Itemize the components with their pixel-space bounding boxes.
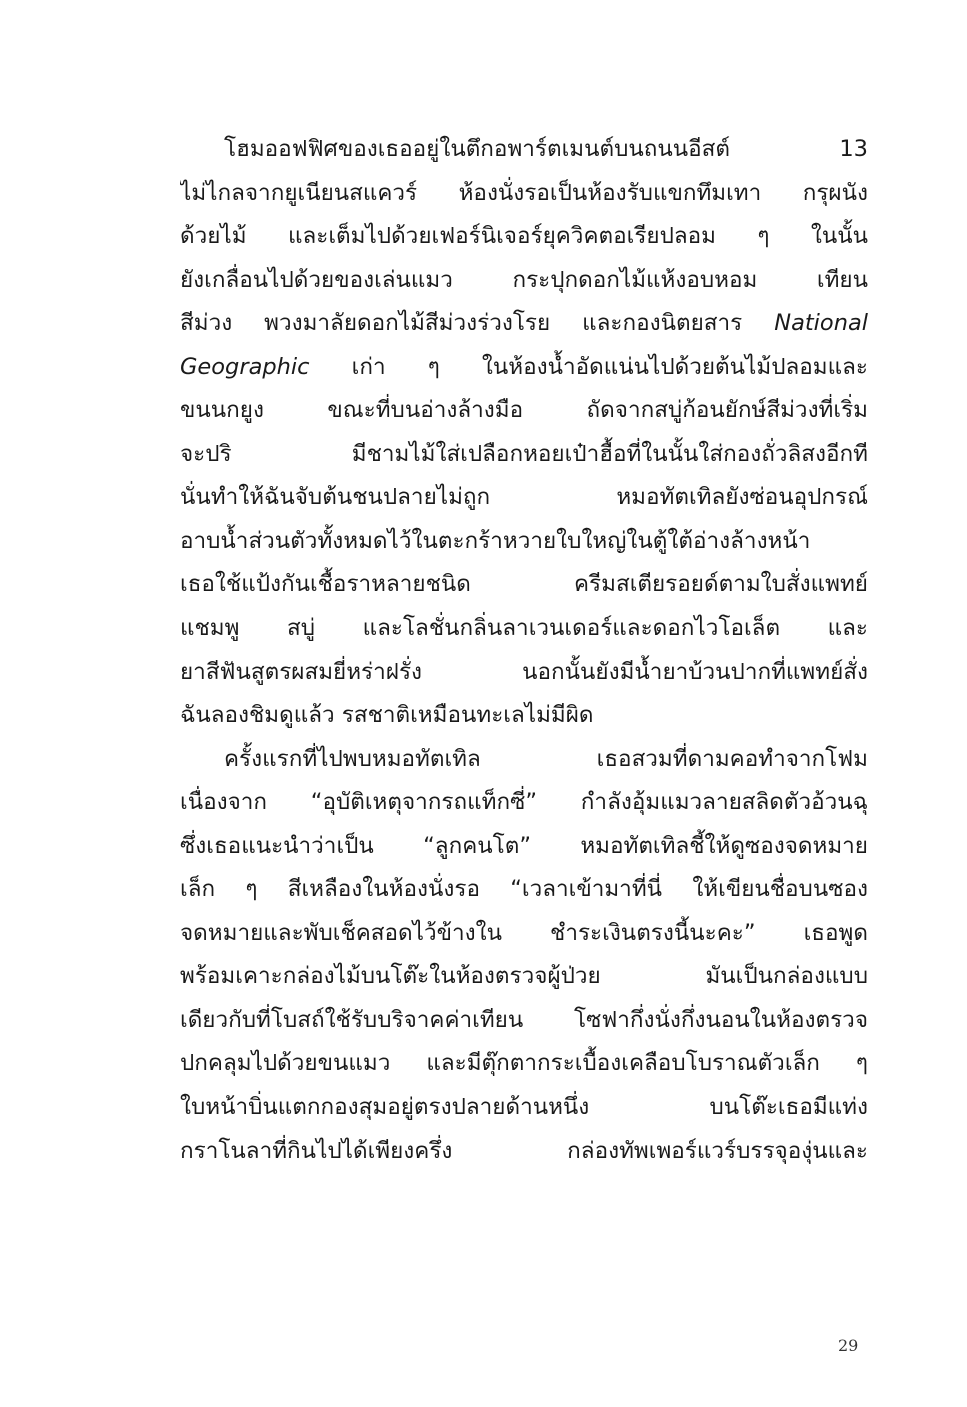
text-line: พร้อมเคาะกล่องไม้บนโต๊ะในห้องตรวจผู้ป่วย มันเป็นกล่องแบบ: [180, 963, 868, 990]
body-text: [180, 128, 868, 1173]
text-line: จดหมายและพับเช็คสอดไว้ข้างใน ชำระเงินตรงนี้นะคะ” เธอพูด: [180, 919, 868, 946]
page-number: 29: [838, 1336, 859, 1355]
magazine-title-italic: National: [774, 310, 868, 337]
text-segment: เก่า ๆ ในห้องน้ำอัดแน่นไปด้วยต้นไม้ปลอมและ: [351, 353, 868, 380]
text-segment: สีม่วง พวงมาลัยดอกไม้สีม่วงร่วงโรย และกองนิตยสาร: [180, 310, 743, 337]
text-line: เล็ก ๆ สีเหลืองในห้องนั่งรอ “เวลาเข้ามาที่นี่ ให้เขียนชื่อบนซอง: [180, 876, 868, 903]
text-line: กราโนลาที่กินไปได้เพียงครึ่ง กล่องทัพเพอร์แวร์บรรจุองุ่นและ: [180, 1137, 868, 1164]
text-line: ยังเกลื่อนไปด้วยของเล่นแมว กระปุกดอกไม้แห้งอบหอม เทียน: [180, 266, 868, 293]
text-line: โฮมออฟฟิศของเธออยู่ในตึกอพาร์ตเมนต์บนถนนอีสต์ 13: [224, 136, 868, 162]
text-line: [180, 346, 868, 390]
text-line: นั่นทำให้ฉันจับต้นชนปลายไม่ถูก หมอทัตเทิลยังซ่อนอุปกรณ์: [180, 484, 868, 511]
text-line: ไม่ไกลจากยูเนียนสแควร์ ห้องนั่งรอเป็นห้องรับแขกทึมเทา กรุผนัง: [180, 179, 868, 206]
text-line: แชมพู สบู่ และโลชั่นกลิ่นลาเวนเดอร์และดอกไวโอเล็ต และ: [180, 615, 868, 642]
text-line: อาบน้ำส่วนตัวทั้งหมดไว้ในตะกร้าหวายใบใหญ่ในตู้ใต้อ่างล้างหน้า: [180, 527, 811, 554]
text-line: เนื่องจาก “อุบัติเหตุจากรถแท็กซี่” กำลังอุ้มแมวลายสลิดตัวอ้วนฉุ: [180, 789, 868, 816]
text-line: [180, 302, 868, 346]
text-line: ครั้งแรกที่ไปพบหมอทัตเทิล เธอสวมที่ดามคอทำจากโฟม: [224, 745, 868, 772]
text-line: ใบหน้าบิ่นแตกกองสุมอยู่ตรงปลายด้านหนึ่ง บนโต๊ะเธอมีแท่ง: [180, 1094, 868, 1121]
text-line: ปกคลุมไปด้วยขนแมว และมีตุ๊กตากระเบื้องเคลือบโบราณตัวเล็ก ๆ: [180, 1050, 868, 1077]
text-line: ฉันลองชิมดูแล้ว รสชาติเหมือนทะเลไม่มีผิด: [180, 702, 594, 729]
text-line: จะปริ มีชามไม้ใส่เปลือกหอยเป๋าฮื้อที่ในนั้นใส่กองถั่วลิสงอีกที: [180, 440, 868, 467]
magazine-title-italic: Geographic: [180, 353, 310, 380]
text-line: ด้วยไม้ และเต็มไปด้วยเฟอร์นิเจอร์ยุควิคตอเรียปลอม ๆ ในนั้น: [180, 223, 868, 250]
text-line: ขนนกยูง ขณะที่บนอ่างล้างมือ ถัดจากสบู่ก้อนยักษ์สีม่วงที่เริ่ม: [180, 397, 868, 424]
text-line: ยาสีฟันสูตรผสมยี่หร่าฝรั่ง นอกนั้นยังมีน้ำยาบ้วนปากที่แพทย์สั่ง: [180, 658, 868, 685]
text-line: ซึ่งเธอแนะนำว่าเป็น “ลูกคนโต” หมอทัตเทิลชี้ให้ดูซองจดหมาย: [180, 832, 868, 859]
text-line: เธอใช้แป้งกันเชื้อราหลายชนิด ครีมสเตียรอยด์ตามใบสั่งแพทย์: [180, 571, 868, 598]
text-line: เดียวกับที่โบสถ์ใช้รับบริจาคค่าเทียน โซฟากึ่งนั่งกึ่งนอนในห้องตรวจ: [180, 1006, 868, 1033]
